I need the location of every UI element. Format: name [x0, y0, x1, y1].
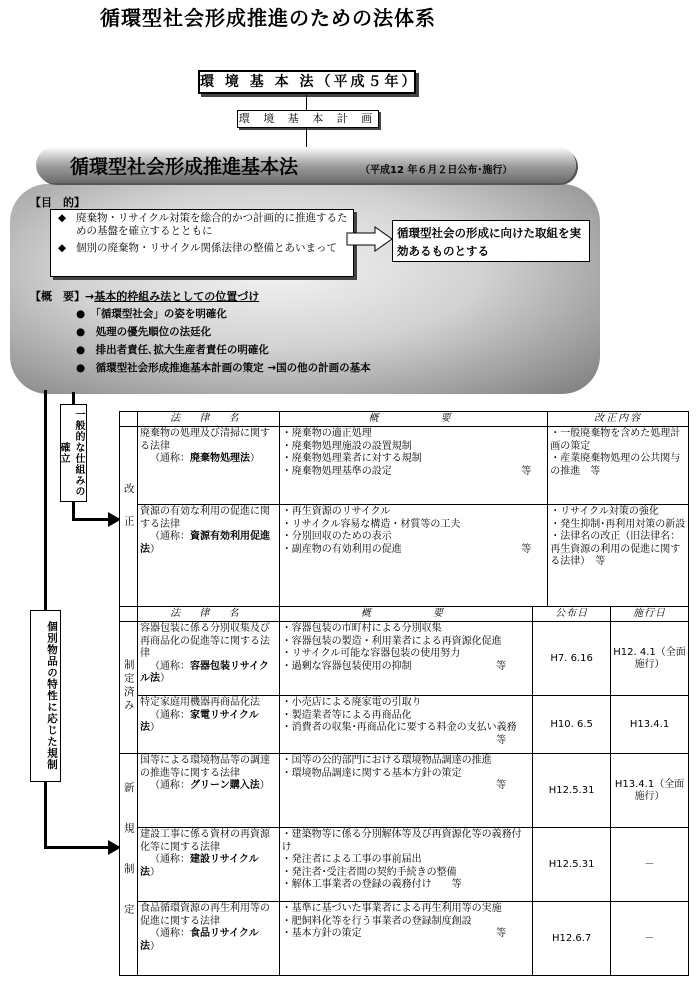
- table-header: 概 要: [279, 607, 532, 622]
- table-header: 公布日: [533, 607, 611, 622]
- outline-item: ● 「循環型社会」の姿を明確化: [76, 308, 227, 320]
- outline-cell: ・廃棄物の適正処理 ・廃棄物処理施設の設置規制 ・廃棄物処理業者に対する規制 ・廃棄物処理基準の設定 等: [279, 427, 548, 505]
- law-name-cell: 廃棄物の処理及び清掃に関する法律 （通称：廃棄物処理法）: [137, 427, 279, 505]
- diamond-bullet-icon: ◆: [58, 242, 67, 254]
- environment-basic-law-box: 環 境 基 本 法（平成５年）: [198, 70, 416, 94]
- table-header: 改正内容: [548, 412, 689, 427]
- promulgation-date-cell: H10. 6.5: [533, 696, 611, 754]
- law-name-cell: 建設工事に係る資材の再資源化等に関する法律 （通称：建設リサイクル法）: [137, 828, 279, 902]
- table-header: 概 要: [279, 412, 548, 427]
- junkan-law-name: 循環型社会形成推進基本法: [70, 156, 299, 178]
- amended-laws-table: [119, 411, 689, 609]
- law-name-cell: 国等による環境物品等の調達の推進等に関する法律 （通称：グリーン購入法）: [137, 754, 279, 828]
- enforcement-date-cell: H13.4.1（全面施行）: [611, 754, 689, 828]
- table-header-corner: [120, 607, 138, 622]
- purpose-label: 【目 的】: [30, 196, 85, 209]
- promulgation-date-cell: H7. 6.16: [533, 622, 611, 696]
- purpose-item: ◆ 個別の廃棄物・リサイクル関係法律の整備とあいまって: [58, 242, 338, 254]
- outline-item: ● 処理の優先順位の法廷化: [76, 326, 212, 338]
- table-header: 法 律 名: [137, 607, 279, 622]
- category-cell: 新規制定: [120, 754, 138, 976]
- environment-basic-plan-box: 環 境 基 本 計 画: [237, 110, 379, 128]
- law-name-cell: 資源の有効な利用の促進に関する法律 （通称：資源有効利用促進法）: [137, 505, 279, 609]
- enforcement-date-cell: H13.4.1: [611, 696, 689, 754]
- diamond-bullet-icon: ◆: [58, 212, 67, 224]
- table-row: [120, 427, 689, 505]
- junkan-law-date: （平成12 年６月２日公布･施行）: [360, 165, 513, 176]
- connector-line: [306, 128, 307, 147]
- bullet-icon: ●: [76, 326, 96, 338]
- individual-laws-table: [119, 606, 689, 976]
- outline-cell: ・国等の公的部門における環境物品調達の推進 ・環境物品調達に関する基本方針の策定 等: [279, 754, 532, 828]
- enforcement-date-cell: －: [611, 828, 689, 902]
- law-name-cell: 容器包装に係る分別収集及び再商品化の促進等に関する法律 （通称：容器包装リサイクル法）: [137, 622, 279, 696]
- side-label-general: 一般的な仕組みの確立: [60, 404, 87, 502]
- table-header: 施行日: [611, 607, 689, 622]
- law-name-cell: 特定家庭用機器再商品化法 （通称：家電リサイクル法）: [137, 696, 279, 754]
- changes-cell: ・リサイクル対策の強化 ・発生抑制･再利用対策の新設 ・法律名の改正（旧法律名：再生資源の利用の促進に関する法律） 等: [548, 505, 689, 609]
- table-row: [120, 902, 689, 976]
- outline-cell: ・容器包装の市町村による分別収集 ・容器包装の製造・利用業者による再資源化促進 ・リサイクル可能な容器包装の使用努力 ・過剰な容器包装使用の抑制 等: [279, 622, 532, 696]
- arrow-right-icon: [44, 839, 122, 857]
- outline-cell: ・再生資源のリサイクル ・リサイクル容易な構造・材質等の工夫 ・分別回収のための表示 ・副産物の有効利用の促進 等: [279, 505, 548, 609]
- purpose-result-box: 循環型社会の形成に向けた取組を実効あるものとする: [392, 220, 590, 262]
- table-row: [120, 828, 689, 902]
- outline-label: 【概 要】→基本的枠組み法としての位置づけ: [30, 290, 260, 303]
- promulgation-date-cell: H12.6.7: [533, 902, 611, 976]
- enforcement-date-cell: －: [611, 902, 689, 976]
- table-header: 法 律 名: [137, 412, 279, 427]
- outline-cell: ・小売店による廃家電の引取り ・製造業者等による再商品化 ・消費者の収集･再商品化に要する料金の支払い義務 等: [279, 696, 532, 754]
- table-header-row: [120, 412, 689, 427]
- outline-cell: ・基準に基づいた事業者による再生利用等の実施 ・肥飼料化等を行う事業者の登録制度創設 ・基本方針の策定 等: [279, 902, 532, 976]
- bullet-icon: ●: [76, 308, 96, 320]
- category-cell: 改正: [120, 427, 138, 609]
- table-row: [120, 505, 689, 609]
- category-cell: 制定済み: [120, 622, 138, 754]
- bullet-icon: ●: [76, 362, 96, 374]
- connector-line: [306, 95, 307, 110]
- outline-cell: ・建築物等に係る分別解体等及び再資源化等の義務付け ・発注者による工事の事前届出 ・発注者･受注者間の契約手続きの整備 ・解体工事業者の登録の義務付け 等: [279, 828, 532, 902]
- promulgation-date-cell: H12.5.31: [533, 754, 611, 828]
- promulgation-date-cell: H12.5.31: [533, 828, 611, 902]
- table-row: [120, 696, 689, 754]
- outline-item: ● 排出者責任､拡大生産者責任の明確化: [76, 344, 269, 356]
- side-label-individual: 個別物品の特性に応じた規制: [30, 610, 61, 782]
- bullet-icon: ●: [76, 344, 96, 356]
- purpose-arrow-icon: [345, 226, 395, 252]
- table-row: [120, 754, 689, 828]
- arrow-right-icon: [72, 511, 122, 529]
- law-name-cell: 食品循環資源の再生利用等の促進に関する法律 （通称：食品リサイクル法）: [137, 902, 279, 976]
- purpose-item: ◆ 廃棄物・リサイクル対策を総合的かつ計画的に推進するための基盤を確立するとともに: [58, 212, 348, 237]
- enforcement-date-cell: H12. 4.1（全面施行）: [611, 622, 689, 696]
- outline-item: ● 循環型社会形成推進基本計画の策定 →国の他の計画の基本: [76, 362, 371, 374]
- changes-cell: ・一般廃棄物を含めた処理計画の策定 ・産業廃棄物処理の公共関与の推進 等: [548, 427, 689, 505]
- table-row: [120, 622, 689, 696]
- table-header-row: [120, 607, 689, 622]
- table-header-corner: [120, 412, 138, 427]
- page-title: 循環型社会形成推進のための法体系: [100, 6, 436, 30]
